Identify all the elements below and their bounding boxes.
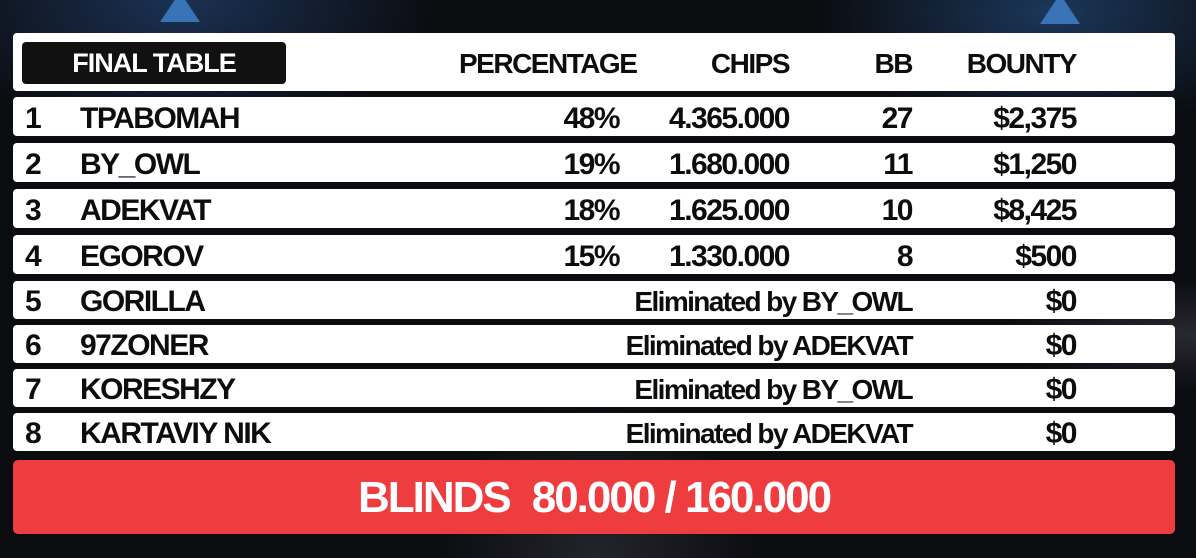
player-bb: 11 [883, 148, 912, 181]
percentage-header: PERCENTAGE [459, 48, 637, 79]
player-name: GORILLA [80, 285, 205, 318]
player-row [13, 235, 1175, 274]
eliminated-by-text: Eliminated by BY_OWL [634, 374, 912, 405]
player-rank: 8 [25, 417, 41, 450]
player-name: 97ZONER [80, 329, 208, 362]
player-bb: 8 [896, 240, 912, 273]
final-table-title: FINAL TABLE [22, 42, 286, 84]
player-percentage: 18% [563, 194, 619, 227]
player-bounty: $0 [1045, 373, 1076, 406]
player-chips: 1.330.000 [669, 240, 789, 273]
player-percentage: 48% [563, 102, 619, 135]
bb-header: BB [874, 48, 912, 79]
bounty-header: BOUNTY [966, 48, 1076, 79]
blinds-banner [13, 460, 1175, 534]
player-rank: 3 [25, 194, 41, 227]
player-row [13, 281, 1175, 319]
player-percentage: 15% [563, 240, 619, 273]
header-row [13, 33, 1175, 91]
player-chips: 1.625.000 [669, 194, 789, 227]
player-chips: 1.680.000 [669, 148, 789, 181]
player-bounty: $2,375 [993, 102, 1076, 135]
player-chips: 4.365.000 [669, 102, 789, 135]
eliminated-by-text: Eliminated by BY_OWL [634, 286, 912, 317]
player-bb: 27 [881, 102, 912, 135]
player-name: TPABOMAH [80, 102, 240, 135]
player-rank: 2 [25, 148, 41, 181]
player-bounty: $8,425 [993, 194, 1076, 227]
player-percentage: 19% [563, 148, 619, 181]
player-rank: 7 [25, 373, 41, 406]
player-name: KORESHZY [80, 373, 235, 406]
player-name: BY_OWL [80, 148, 200, 181]
eliminated-by-text: Eliminated by ADEKVAT [625, 330, 912, 361]
player-row [13, 325, 1175, 363]
player-row [13, 369, 1175, 407]
player-row [13, 189, 1175, 228]
player-rank: 6 [25, 329, 41, 362]
blinds-label: BLINDS [357, 473, 510, 522]
blinds-value: 80.000 / 160.000 [531, 473, 831, 522]
player-bounty: $0 [1045, 417, 1076, 450]
player-rank: 1 [25, 102, 41, 135]
player-bounty: $1,250 [993, 148, 1076, 181]
player-row [13, 413, 1175, 451]
chips-header: CHIPS [710, 48, 789, 79]
player-rank: 4 [25, 240, 41, 273]
player-name: EGOROV [80, 240, 203, 273]
player-bounty: $0 [1045, 329, 1076, 362]
player-name: ADEKVAT [80, 194, 211, 227]
player-row [13, 97, 1175, 136]
player-bounty: $0 [1045, 285, 1076, 318]
player-bb: 10 [881, 194, 912, 227]
background-decoration [160, 0, 200, 22]
eliminated-by-text: Eliminated by ADEKVAT [625, 418, 912, 449]
player-bounty: $500 [1015, 240, 1076, 273]
player-rank: 5 [25, 285, 41, 318]
player-name: KARTAVIY NIK [80, 417, 271, 450]
player-row [13, 143, 1175, 182]
background-decoration [1040, 0, 1080, 24]
